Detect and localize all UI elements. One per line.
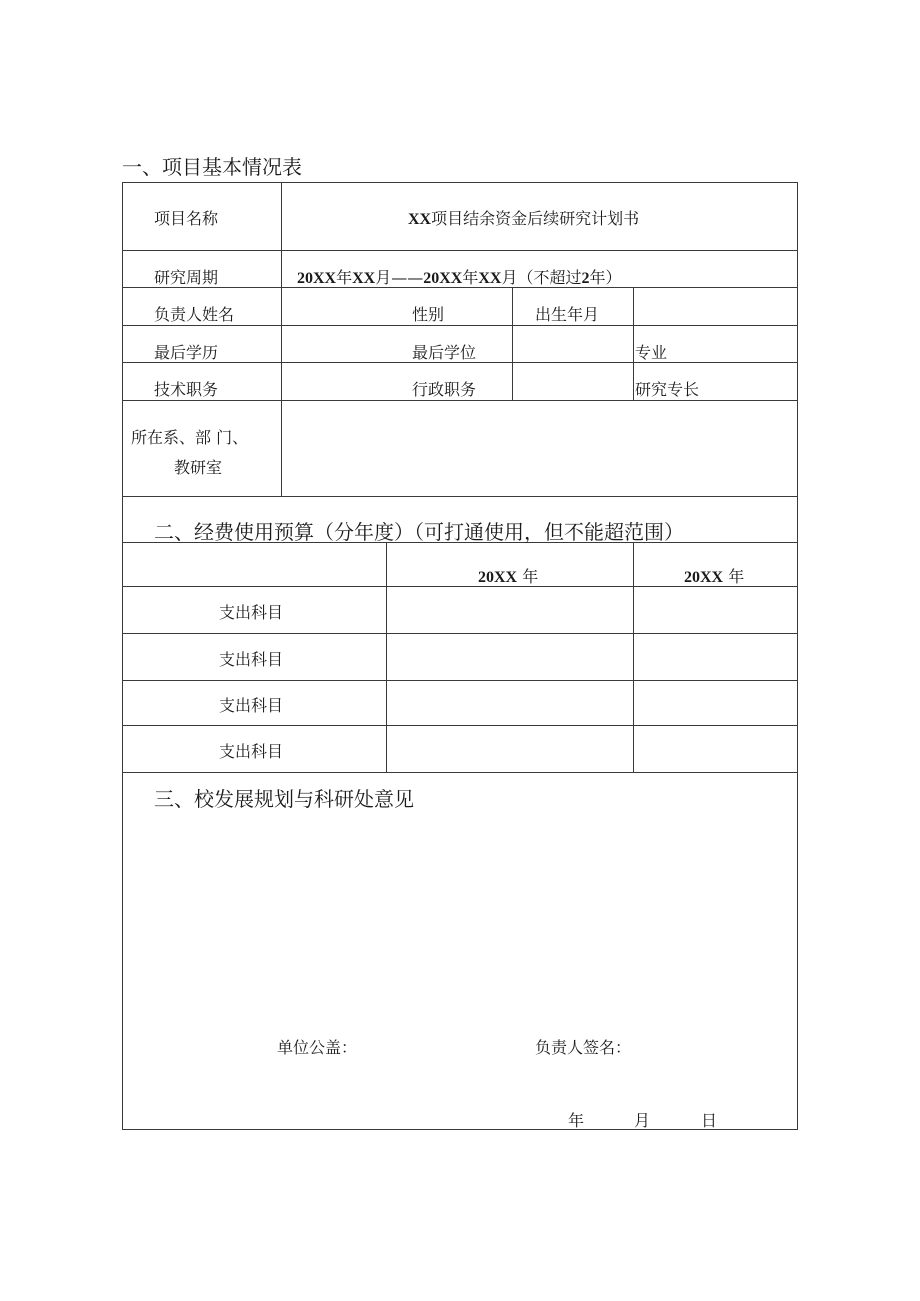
period-start-month: XX (352, 270, 376, 287)
row-divider (122, 725, 798, 726)
row-divider (122, 680, 798, 681)
budget-year2-number: 20XX (684, 569, 724, 586)
row-divider (122, 772, 798, 773)
period-month-char: 月—— (375, 268, 424, 287)
period-start-year: 20XX (297, 270, 337, 287)
budget-row-label: 支出科目 (219, 696, 284, 715)
department-label-line1: 所在系、部 门、 (131, 428, 249, 447)
budget-year1-unit: 年 (522, 567, 539, 586)
period-limit-text: 月（不超过 (501, 268, 582, 287)
col-divider (386, 542, 387, 773)
budget-year1-header (478, 564, 538, 587)
row-divider (122, 633, 798, 634)
date-day-label: 日 (701, 1111, 718, 1130)
budget-year2-header (684, 564, 744, 587)
row-divider (122, 496, 798, 497)
period-limit-end: 年） (589, 268, 622, 287)
budget-row-label: 支出科目 (219, 603, 284, 622)
specialty-label: 研究专长 (635, 380, 700, 399)
project-name-prefix: XX (408, 211, 432, 228)
technical-title-label: 技术职务 (154, 380, 219, 399)
col-divider (633, 542, 634, 773)
period-end-month: XX (478, 270, 502, 287)
period-value (297, 265, 622, 288)
period-year-char: 年 (462, 268, 479, 287)
row-divider (122, 400, 798, 401)
section1-title: 一、项目基本情况表 (122, 155, 302, 179)
period-label: 研究周期 (154, 268, 219, 287)
date-month-label: 月 (634, 1111, 651, 1130)
leader-name-label: 负责人姓名 (154, 305, 235, 324)
section2-title: 二、经费使用预算（分年度）（可打通使用，但不能超范围） (154, 520, 684, 544)
project-name-value (408, 206, 639, 229)
unit-seal-label: 单位公盖： (277, 1038, 358, 1057)
date-year-label: 年 (568, 1111, 585, 1130)
admin-title-label: 行政职务 (412, 380, 477, 399)
education-label: 最后学历 (154, 343, 219, 362)
project-name-rest: 项目结余资金后续研究计划书 (431, 209, 640, 228)
table-border-top (122, 182, 798, 183)
leader-signature-label: 负责人签名： (535, 1038, 632, 1057)
birth-label: 出生年月 (535, 305, 600, 324)
project-name-label: 项目名称 (154, 209, 219, 228)
col-divider (633, 287, 634, 400)
section3-title: 三、校发展规划与科研处意见 (154, 787, 414, 811)
col-divider (281, 182, 282, 497)
period-limit-number: 2 (581, 270, 590, 287)
col-divider (512, 287, 513, 400)
row-divider (122, 250, 798, 251)
major-label: 专业 (635, 343, 668, 362)
table-border-bottom (122, 1129, 798, 1130)
period-end-year: 20XX (423, 270, 463, 287)
degree-label: 最后学位 (412, 343, 477, 362)
budget-row-label: 支出科目 (219, 742, 284, 761)
budget-year2-unit: 年 (728, 567, 745, 586)
budget-row-label: 支出科目 (219, 650, 284, 669)
department-label-line2: 教研室 (174, 458, 223, 477)
gender-label: 性别 (412, 305, 445, 324)
row-divider (122, 325, 798, 326)
period-year-char: 年 (336, 268, 353, 287)
budget-year1-number: 20XX (478, 569, 518, 586)
